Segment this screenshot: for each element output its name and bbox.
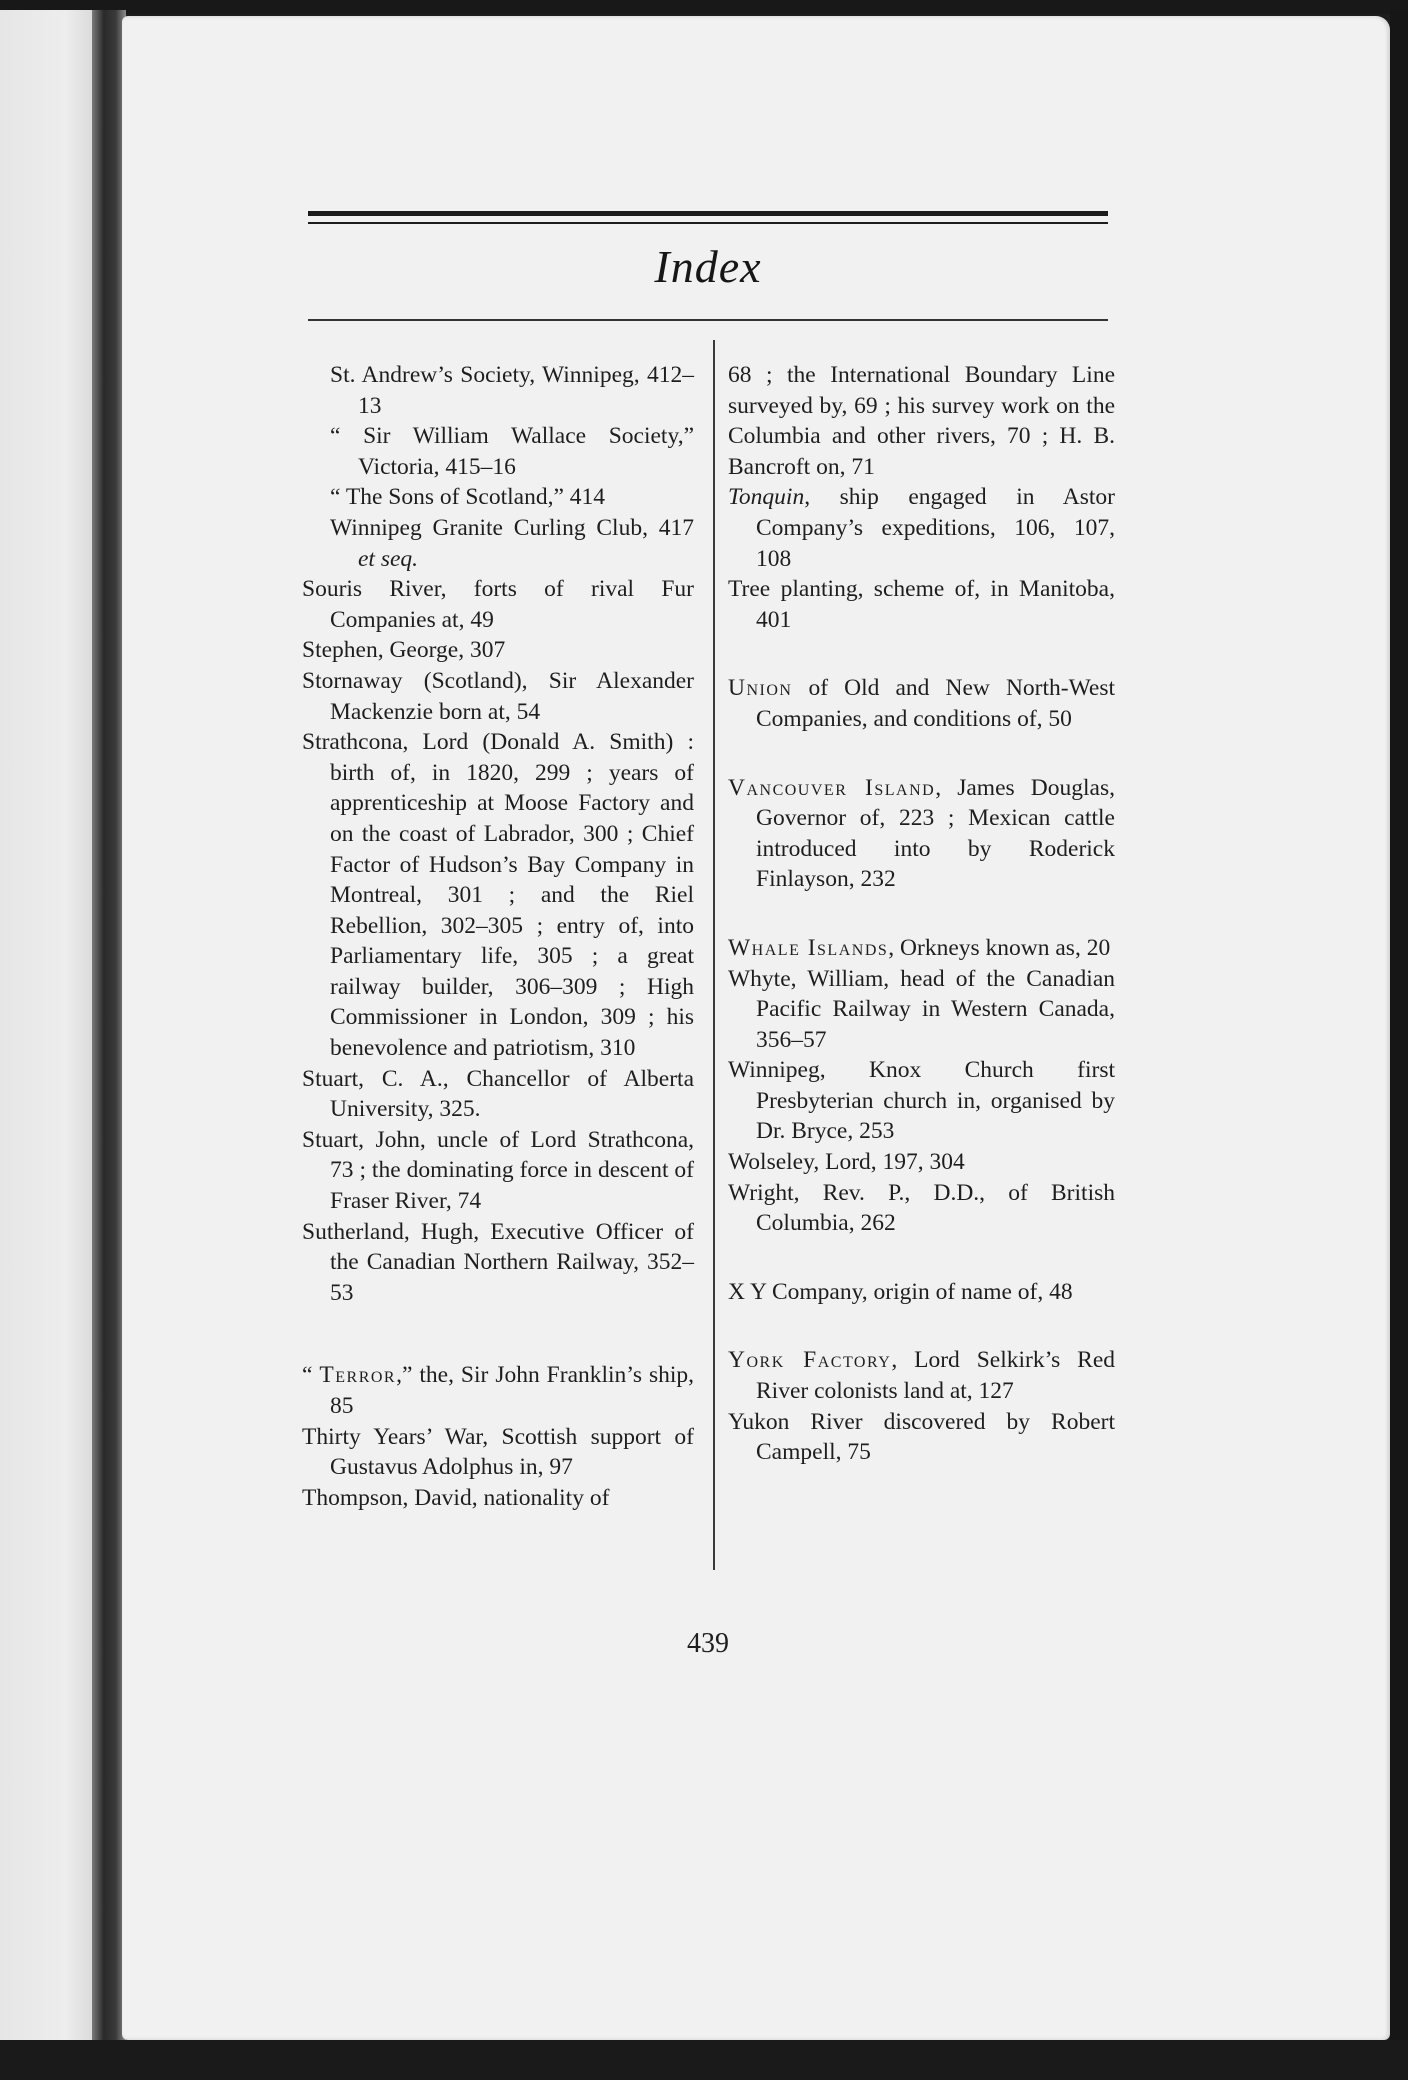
index-entry: Stornaway (Scotland), Sir Alexander Mackenzie born at, 54 xyxy=(302,667,694,725)
index-entry: Tree planting, scheme of, in Manitoba, 401 xyxy=(728,576,1115,633)
index-entry: Yukon River discovered by Robert Campell, 75 xyxy=(728,1408,1115,1466)
header-rule-thin xyxy=(308,222,1108,224)
index-entry: St. Andrew’s Society, Winnipeg, 412–13 xyxy=(330,362,694,419)
title-rule xyxy=(308,319,1108,321)
index-entry: Wright, Rev. P., D.D., of British Columbia, 262 xyxy=(728,1179,1115,1237)
index-entry: Thompson, David, nationality of xyxy=(302,1484,610,1511)
letter-group-gap xyxy=(728,1239,1115,1277)
scan-right-border xyxy=(1390,10,1408,2080)
page-number: 439 xyxy=(687,1628,729,1659)
header-rule-thick xyxy=(308,211,1108,216)
index-column-left xyxy=(302,360,694,1513)
index-entry: Sutherland, Hugh, Executive Officer of the Canadian Northern Railway, 352–53 xyxy=(302,1218,694,1306)
scan-bottom-border xyxy=(0,2040,1408,2080)
letter-group-gap xyxy=(302,1308,694,1360)
index-entry: Stuart, C. A., Chancellor of Alberta University, 325. xyxy=(302,1065,694,1123)
index-entry: Vancouver Island, James Douglas, Governor of, 223 ; Mexican cattle introduced into by Roderick Finlayson, 232 xyxy=(728,774,1115,893)
index-entry: Winnipeg Granite Curling Club, 417 et seq. xyxy=(330,514,694,572)
column-divider xyxy=(713,340,715,1570)
index-entry: Strathcona, Lord (Donald A. Smith) : birth of, in 1820, 299 ; years of apprenticeship at Moose Factory and on the coast of Labrador, 300 ; Chief Factor of Hudson’s Bay Company in Montreal, 301 ; and the Riel Rebellion, 302–305 ; entry of, into Parliamentary life, 305 ; a great railway builder, 306–309 ; High Commissioner in London, 309 ; his benevolence and patriotism, 310 xyxy=(302,729,694,1062)
book-gutter xyxy=(92,10,126,2080)
letter-group-gap xyxy=(728,1307,1115,1345)
letter-group-gap xyxy=(728,635,1115,673)
index-entry: York Factory, Lord Selkirk’s Red River colonists land at, 127 xyxy=(728,1347,1116,1405)
index-entry: X Y Company, origin of name of, 48 xyxy=(728,1278,1073,1305)
index-entry-continued: 68 ; the International Boundary Line surveyed by, 69 ; his survey work on the Columbia and other rivers, 70 ; H. B. Bancroft on, 71 xyxy=(728,362,1115,480)
index-entry: “ Terror,” the, Sir John Franklin’s ship, 85 xyxy=(302,1362,694,1419)
letter-group-gap xyxy=(728,735,1115,773)
scan-top-border xyxy=(0,0,1408,14)
index-entry: Thirty Years’ War, Scottish support of Gustavus Adolphus in, 97 xyxy=(302,1423,694,1481)
page-title: Index xyxy=(654,241,762,292)
index-entry: Winnipeg, Knox Church first Presbyterian church in, organised by Dr. Bryce, 253 xyxy=(728,1057,1115,1145)
index-entry: Wolseley, Lord, 197, 304 xyxy=(728,1149,965,1176)
index-entry: Whale Islands, Orkneys known as, 20 xyxy=(728,934,1111,961)
index-entry: Stuart, John, uncle of Lord Strathcona, 73 ; the dominating force in descent of Fraser River, 74 xyxy=(302,1126,694,1215)
index-entry: “ Sir William Wallace Society,” Victoria, 415–16 xyxy=(330,423,694,480)
index-entry: Tonquin, ship engaged in Astor Company’s expeditions, 106, 107, 108 xyxy=(728,484,1115,572)
index-entry: “ The Sons of Scotland,” 414 xyxy=(330,484,606,511)
index-entry: Whyte, William, head of the Canadian Pacific Railway in Western Canada, 356–57 xyxy=(728,965,1115,1053)
index-entry: Souris River, forts of rival Fur Companies at, 49 xyxy=(302,576,694,633)
index-entry: Stephen, George, 307 xyxy=(302,637,506,664)
index-entry: Union of Old and New North-West Companies, and conditions of, 50 xyxy=(728,675,1115,732)
letter-group-gap xyxy=(728,895,1115,933)
index-column-right xyxy=(728,360,1115,1468)
